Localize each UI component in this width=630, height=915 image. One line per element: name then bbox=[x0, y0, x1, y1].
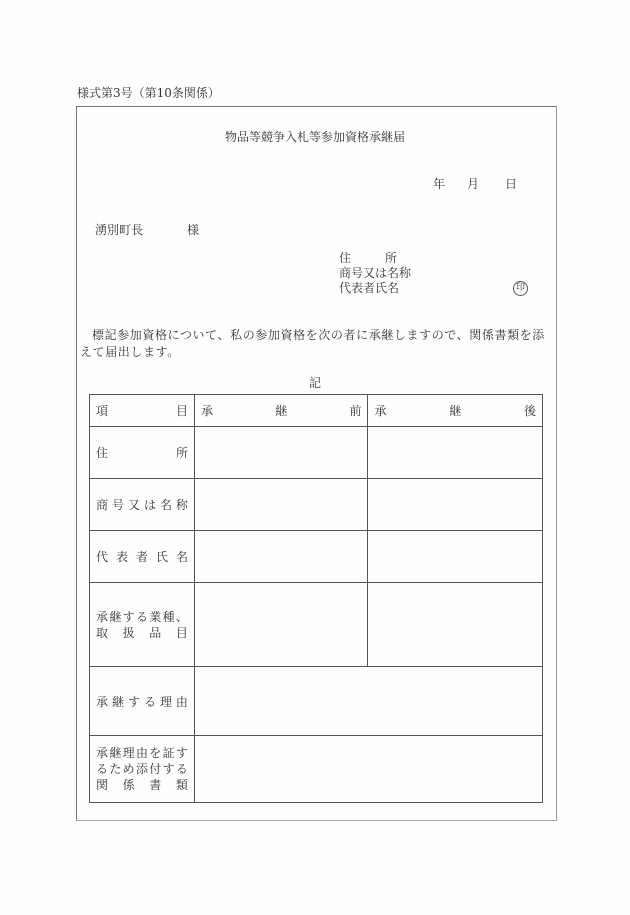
address-after-field[interactable] bbox=[368, 427, 543, 479]
date-line bbox=[433, 175, 517, 192]
attachments-field[interactable] bbox=[194, 736, 542, 803]
table-row-business-type bbox=[90, 583, 543, 667]
statement-text: 標記参加資格について、私の参加資格を次の者に承継しますので、関係書類を添えて届出します。 bbox=[80, 328, 545, 359]
date-year: 年 bbox=[433, 177, 446, 191]
row-label-reason: 承 継 す る 理 由 bbox=[90, 667, 195, 736]
row-label-representative: 代 表 者 氏 名 bbox=[90, 531, 195, 583]
ki-heading: 記 bbox=[308, 376, 321, 390]
row-label-company: 商 号 又 は 名 称 bbox=[90, 479, 195, 531]
table-row-attachments bbox=[90, 736, 543, 803]
reason-field[interactable] bbox=[194, 667, 542, 736]
row-label-address: 住 所 bbox=[90, 427, 195, 479]
header-item: 項 目 bbox=[90, 395, 195, 427]
company-after-field[interactable] bbox=[368, 479, 543, 531]
addressee-honorific: 様 bbox=[187, 223, 200, 237]
date-month: 月 bbox=[467, 177, 480, 191]
table-row-reason bbox=[90, 667, 543, 736]
date-day: 日 bbox=[505, 177, 518, 191]
representative-after-field[interactable] bbox=[368, 531, 543, 583]
document-title: 物品等競争入札等参加資格承継届 bbox=[224, 130, 405, 144]
table-row-company bbox=[90, 479, 543, 531]
header-before: 承 継 前 bbox=[194, 395, 368, 427]
seal-icon: 印 bbox=[513, 281, 528, 296]
business-type-before-field[interactable] bbox=[194, 583, 368, 667]
address-before-field[interactable] bbox=[194, 427, 368, 479]
header-after: 承 継 後 bbox=[368, 395, 543, 427]
applicant-company-label: 商号又は名称 bbox=[339, 266, 412, 280]
applicant-address-label: 住 所 bbox=[339, 251, 397, 265]
table-row-address bbox=[90, 427, 543, 479]
succession-table bbox=[89, 394, 543, 803]
row-label-business-type: 承 継 す る 業 種 、 取 扱 品 目 bbox=[90, 583, 195, 667]
applicant-representative-label: 代表者氏名 bbox=[339, 281, 400, 295]
company-before-field[interactable] bbox=[194, 479, 368, 531]
applicant-block bbox=[339, 251, 529, 296]
representative-before-field[interactable] bbox=[194, 531, 368, 583]
table-header-row bbox=[90, 395, 543, 427]
business-type-after-field[interactable] bbox=[368, 583, 543, 667]
row-label-attachments: 承 継 理 由 を 証 す る た め 添 付 す る 関 係 書 類 bbox=[90, 736, 195, 803]
form-number: 様式第3号（第10条関係） bbox=[77, 86, 220, 100]
table-row-representative bbox=[90, 531, 543, 583]
addressee-name: 湧別町長 bbox=[95, 223, 144, 237]
